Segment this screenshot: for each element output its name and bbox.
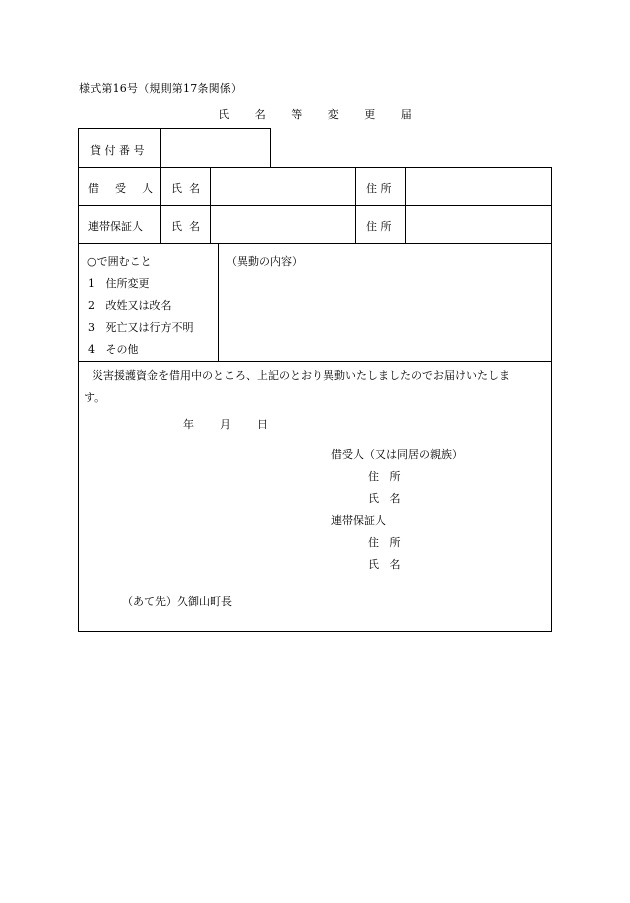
borrower-name-label: 氏 名: [171, 182, 200, 195]
borrower-address-field[interactable]: [407, 169, 550, 204]
border: [551, 167, 552, 632]
border: [78, 205, 552, 206]
border: [160, 128, 161, 168]
guarantor-name-field[interactable]: [212, 207, 354, 242]
change-content-field[interactable]: [220, 270, 550, 360]
document-title: [0, 106, 630, 122]
border: [78, 128, 79, 168]
statement-line-1: 災害援護資金を借用中のところ、上記のとおり異動いたしましたのでお届けいたしま: [92, 369, 510, 382]
border: [355, 167, 356, 243]
title-char: 変: [327, 108, 339, 121]
title-char: 届: [400, 108, 412, 121]
change-content-label: （異動の内容）: [226, 255, 303, 268]
guarantor-signature-name: 氏 名: [368, 558, 401, 571]
loan-number-label: 貸 付 番 号: [90, 144, 145, 157]
guarantor-name-label: 氏 名: [171, 220, 200, 233]
form-number-label: 様式第16号（規則第17条関係）: [79, 82, 243, 95]
guarantor-address-field[interactable]: [407, 207, 550, 242]
borrower-label: 借 受 人: [88, 182, 153, 195]
title-char: 名: [254, 108, 266, 121]
date-line: 年 月 日: [183, 418, 268, 431]
change-option[interactable]: 3 死亡又は行方不明: [88, 321, 194, 334]
addressee: （あて先）久御山町長: [122, 595, 232, 608]
title-char: 等: [291, 108, 303, 121]
change-option[interactable]: 4 その他: [88, 343, 139, 356]
guarantor-signature-heading: 連帯保証人: [331, 514, 386, 527]
guarantor-signature-address: 住 所: [368, 536, 401, 549]
border: [210, 167, 211, 243]
guarantor-label: 連帯保証人: [88, 220, 143, 233]
borrower-signature-address: 住 所: [368, 470, 401, 483]
borrower-signature-name: 氏 名: [368, 492, 401, 505]
border: [218, 243, 219, 361]
title-char: 更: [364, 108, 376, 121]
statement-line-2: す。: [84, 391, 106, 404]
guarantor-address-label: 住 所: [366, 220, 392, 233]
border: [160, 167, 161, 243]
borrower-signature-heading: 借受人（又は同居の親族）: [331, 448, 463, 461]
borrower-name-field[interactable]: [212, 169, 354, 204]
loan-number-input[interactable]: [162, 130, 269, 167]
border: [78, 631, 552, 632]
border: [78, 361, 552, 362]
border: [78, 128, 271, 129]
border: [270, 128, 271, 168]
circle-instruction: ○で囲むこと: [87, 255, 152, 268]
border: [78, 167, 79, 632]
change-option[interactable]: 1 住所変更: [88, 277, 150, 290]
change-option[interactable]: 2 改姓又は改名: [88, 299, 172, 312]
title-char: 氏: [218, 108, 230, 121]
border: [405, 167, 406, 243]
border: [78, 243, 552, 244]
borrower-address-label: 住 所: [366, 182, 392, 195]
border: [78, 167, 552, 168]
